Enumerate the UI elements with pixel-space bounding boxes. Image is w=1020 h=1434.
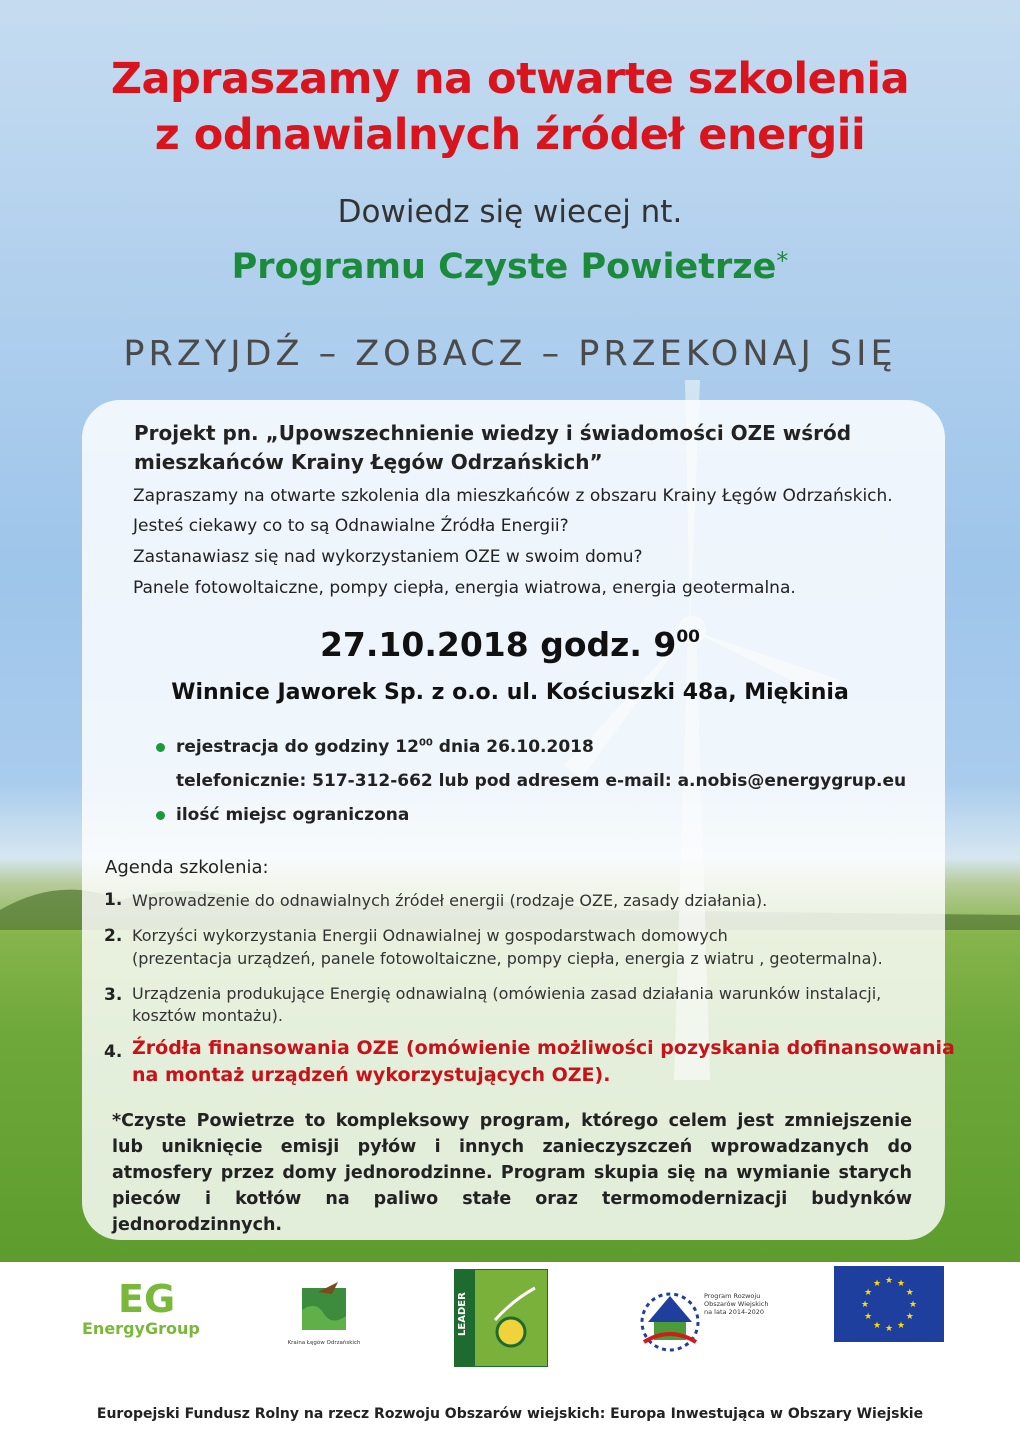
project-title-line-1: Projekt pn. „Upowszechnienie wiedzy i świadomości OZE wśród bbox=[134, 421, 852, 445]
eu-star-icon: ★ bbox=[905, 1288, 914, 1298]
program-footnote-star: * bbox=[776, 247, 789, 275]
energygroup-logo-mark: EG bbox=[118, 1277, 176, 1321]
eu-star-icon: ★ bbox=[908, 1300, 918, 1310]
project-title-line-2: mieszkańców Krainy Łęgów Odrzańskich” bbox=[134, 450, 603, 474]
headline-line-2: z odnawialnych źródeł energii bbox=[154, 110, 866, 160]
agenda-item-line: Urządzenia produkujące Energię odnawialną (omówienia zasad działania warunków instalacji, bbox=[132, 984, 882, 1003]
agenda-item-line-highlight: na montaż urządzeń wykorzystujących OZE). bbox=[132, 1064, 611, 1086]
agenda-item-line-highlight: Źródła finansowania OZE (omówienie możliwości pozyskania dofinansowania bbox=[132, 1037, 955, 1059]
eu-star-icon: ★ bbox=[864, 1288, 873, 1298]
eu-star-icon: ★ bbox=[884, 1324, 894, 1334]
energygroup-logo bbox=[70, 1272, 230, 1342]
headline-line-1: Zapraszamy na otwarte szkolenia bbox=[110, 54, 910, 104]
energygroup-logo-text: EnergyGroup bbox=[82, 1319, 200, 1338]
kraina-legow-logo-text: Kraina Łęgów Odrzańskich bbox=[287, 1340, 361, 1346]
intro-line: Zastanawiasz się nad wykorzystaniem OZE w swoim domu? bbox=[133, 547, 643, 567]
eu-star-icon: ★ bbox=[860, 1300, 870, 1310]
intro-line: Panele fotowoltaiczne, pompy ciepła, energia wiatrowa, energia geotermalna. bbox=[133, 578, 796, 598]
agenda-number: 1. bbox=[104, 890, 123, 910]
funder-caption: Europejski Fundusz Rolny na rzecz Rozwoju Obszarów wiejskich: Europa Inwestująca w Obszary Wiejskie bbox=[96, 1406, 924, 1422]
agenda-number: 2. bbox=[104, 926, 123, 946]
eu-star-icon: ★ bbox=[864, 1312, 873, 1322]
registration-time-superscript: 00 bbox=[418, 737, 433, 749]
intro-line: Zapraszamy na otwarte szkolenia dla mieszkańców z obszaru Krainy Łęgów Odrzańskich. bbox=[133, 486, 893, 506]
eu-star-icon: ★ bbox=[905, 1312, 914, 1322]
contact-info: telefonicznie: 517-312-662 lub pod adresem e-mail: a.nobis@energygrup.eu bbox=[176, 771, 907, 791]
program-footnote: *Czyste Powietrze to kompleksowy program, którego celem jest zmniejszenie lub uniknięcie emisji pyłów i innych zanieczyszczeń wprowadzanych do atmosfery przez domy jednorodzinne. Program skupia się na wymianie starych pieców i kotłów na paliwo stałe oraz termomodernizacji budynków jednorodzinnych. bbox=[112, 1111, 912, 1235]
eu-star-icon: ★ bbox=[896, 1320, 906, 1331]
agenda-item-line: Wprowadzenie do odnawialnych źródeł energii (rodzaje OZE, zasady działania). bbox=[132, 891, 768, 910]
subtitle: Dowiedz się wiecej nt. bbox=[337, 194, 683, 230]
bullet-icon bbox=[156, 743, 165, 752]
event-date bbox=[0, 625, 1020, 664]
eu-star-icon: ★ bbox=[872, 1279, 882, 1290]
kraina-legow-logo bbox=[287, 1280, 361, 1360]
agenda-number: 4. bbox=[104, 1042, 123, 1062]
agenda-item-line: kosztów montażu). bbox=[132, 1006, 283, 1025]
program-name-text: Programu Czyste Powietrze bbox=[231, 247, 777, 287]
limited-seats-note: ilość miejsc ograniczona bbox=[176, 805, 410, 825]
agenda-item-line: (prezentacja urządzeń, panele fotowoltaiczne, pompy ciepła, energia z wiatru , geotermalna). bbox=[132, 949, 883, 968]
tagline: PRZYJDŹ – ZOBACZ – PRZEKONAJ SIĘ bbox=[123, 334, 897, 374]
event-time-superscript: 00 bbox=[676, 627, 701, 647]
eu-flag-icon bbox=[834, 1266, 944, 1346]
registration-info bbox=[176, 737, 594, 757]
eu-star-icon: ★ bbox=[884, 1276, 894, 1286]
agenda-number: 3. bbox=[104, 985, 123, 1005]
eu-star-icon: ★ bbox=[872, 1320, 882, 1331]
event-date-text: 27.10.2018 godz. 9 bbox=[319, 625, 677, 664]
program-name bbox=[0, 247, 1020, 287]
leader-logo bbox=[455, 1270, 547, 1366]
intro-line: Jesteś ciekawy co to są Odnawialne Źródła Energii? bbox=[133, 516, 569, 536]
eu-star-icon: ★ bbox=[896, 1279, 906, 1290]
agenda-item-line: Korzyści wykorzystania Energii Odnawialnej w gospodarstwach domowych bbox=[132, 926, 728, 945]
prow-logo bbox=[640, 1282, 770, 1362]
registration-text: rejestracja do godziny 12 bbox=[176, 737, 419, 757]
event-venue: Winnice Jaworek Sp. z o.o. ul. Kościuszki 48a, Miękinia bbox=[171, 680, 849, 705]
registration-date: dnia 26.10.2018 bbox=[432, 737, 594, 757]
leader-logo-text: LEADER bbox=[457, 1292, 468, 1336]
bullet-icon bbox=[156, 811, 165, 820]
prow-logo-text: Program Rozwoju Obszarów Wiejskich na lata 2014-2020 bbox=[704, 1292, 769, 1316]
agenda-heading: Agenda szkolenia: bbox=[105, 857, 269, 878]
